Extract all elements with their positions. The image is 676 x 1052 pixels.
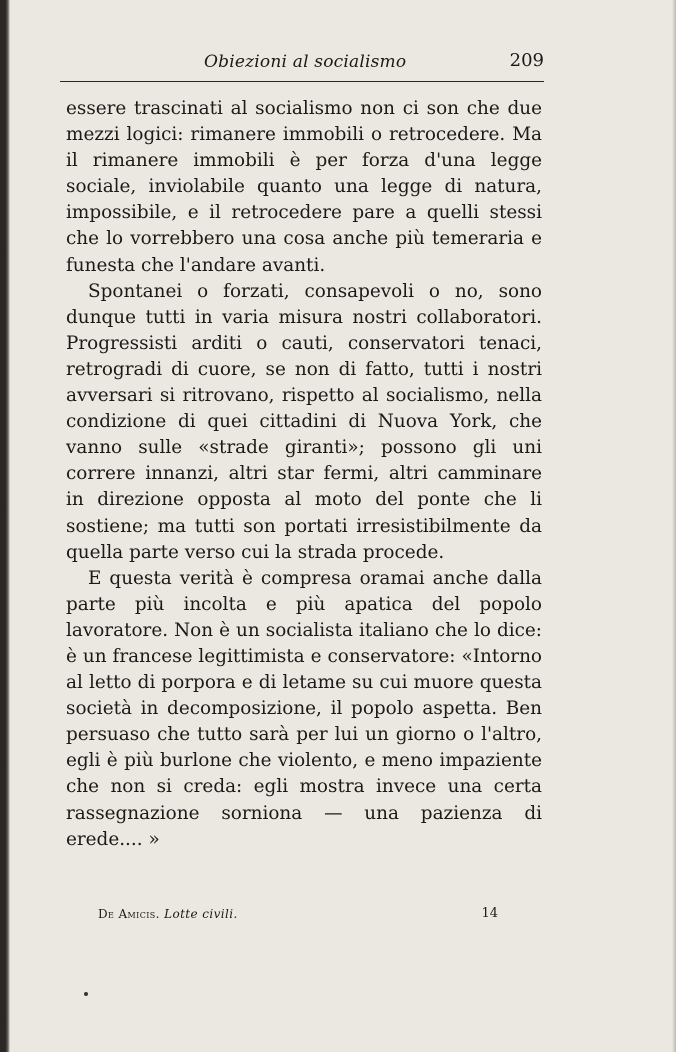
ink-speck	[84, 992, 88, 996]
signature-number: 14	[481, 906, 498, 921]
binding-shadow	[0, 0, 10, 1052]
page-edge-shadow	[672, 0, 676, 1052]
header-rule	[60, 81, 544, 82]
paragraph-collaborators: Spontanei o forzati, consapevoli o no, sono dunque tutti in varia misura nostri collaboratori. Progressisti arditi o cauti, conservatori tenaci, retrogradi di cuore, se non di fatto, tutti i nostri avversari si ritrovano, rispetto al socialismo, nella condizione di quei cittadini di Nuova York, che vanno sulle «strade giranti»; possono gli uni correre innanzi, altri star fermi, altri camminare in direzione opposta al moto del ponte che li sostiene; ma tutti son portati irresistibilmente da quella parte verso cui la strada procede.	[66, 280, 542, 563]
page-number: 209	[509, 50, 544, 71]
page-footer	[98, 903, 498, 925]
page-header	[60, 50, 544, 76]
paragraph-continuation: essere trascinati al socialismo non ci son che due mezzi logici: rimanere immobili o retrocedere. Ma il rimanere immobili è per forza d'una legge sociale, inviolabile quanto una legge di natura, impossibile, e il retrocedere pare a quelli stessi che lo vorrebbero una cosa anche più temeraria e funesta che l'andare avanti.	[66, 98, 542, 276]
signature-author: De Amicis.	[98, 907, 160, 921]
signature-mark	[98, 907, 238, 921]
body-text	[66, 96, 542, 853]
paragraph-quotation: E questa verità è compresa oramai anche dalla parte più incolta e più apatica del popolo lavoratore. Non è un socialista italiano che lo dice: è un francese legittimista e conservatore: «Intorno al letto di porpora e di letame su cui muore questa società in decomposizione, il popolo aspetta. Ben persuaso che tutto sarà per lui un giorno o l'altro, egli è più burlone che violento, e meno impaziente che non si creda: egli mostra invece una certa rassegnazione sorniona — una pazienza di erede.... »	[66, 567, 542, 850]
running-title: Obiezioni al socialismo	[204, 52, 407, 72]
signature-title: Lotte civili.	[164, 907, 238, 921]
